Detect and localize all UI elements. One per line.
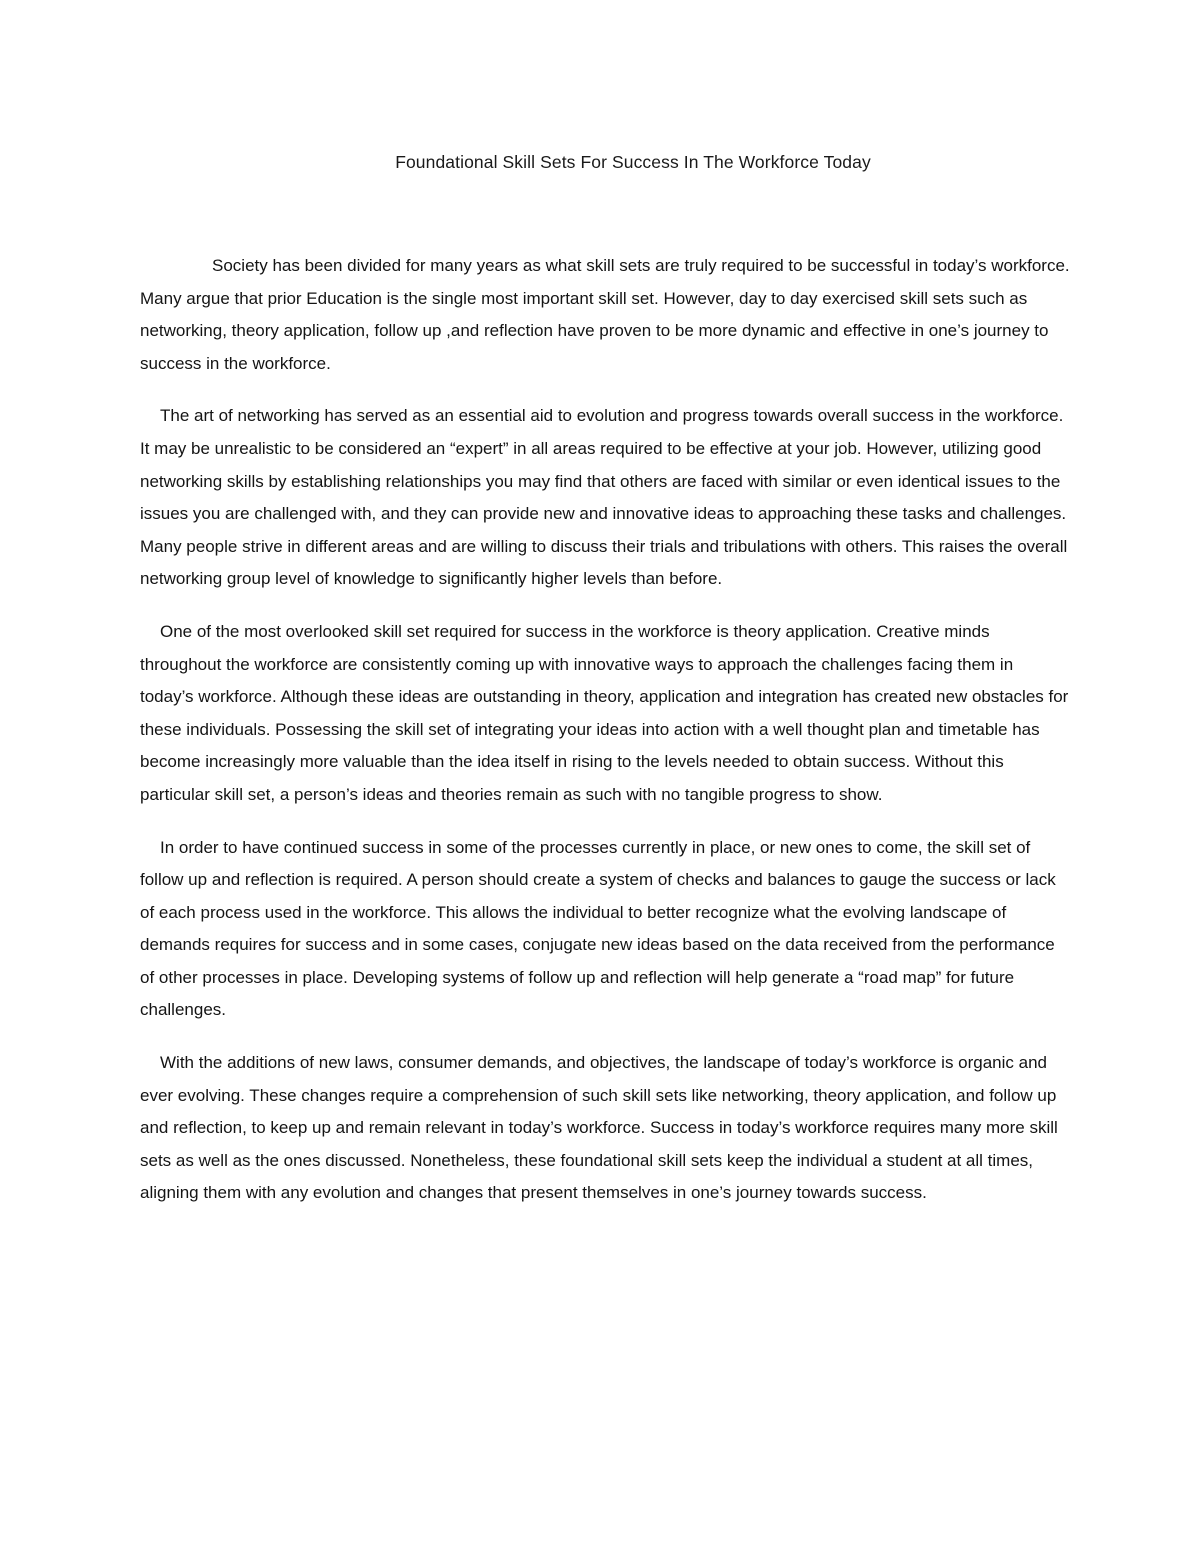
document-title: Foundational Skill Sets For Success In The Workforce Today: [395, 152, 871, 172]
paragraph-introduction: Society has been divided for many years as what skill sets are truly required to be successful in today’s workforce. Many argue that prior Education is the single most important skill set. However, day to day exercised skill sets such as networking, theory application, follow up ,and reflection have proven to be more dynamic and effective in one’s journey to success in the workforce.: [140, 256, 1070, 373]
paragraph-follow-up-reflection: In order to have continued success in some of the processes currently in place, or new ones to come, the skill set of follow up and reflection is required. A person should create a system of checks and balances to gauge the success or lack of each process used in the workforce. This allows the individual to better recognize what the evolving landscape of demands requires for success and in some cases, conjugate new ideas based on the data received from the performance of other processes in place. Developing systems of follow up and reflection will help generate a “road map” for future challenges.: [140, 837, 1056, 1020]
paragraph-theory-application: One of the most overlooked skill set required for success in the workforce is theory application. Creative minds throughout the workforce are consistently coming up with innovative ways to approach the challenges facing them in today’s workforce. Although these ideas are outstanding in theory, application and integration has created new obstacles for these individuals. Possessing the skill set of integrating your ideas into action with a well thought plan and timetable has become increasingly more valuable than the idea itself in rising to the levels needed to obtain success. Without this particular skill set, a person’s ideas and theories remain as such with no tangible progress to show.: [140, 621, 1069, 804]
document-body: [140, 250, 1070, 1230]
paragraph-networking: The art of networking has served as an essential aid to evolution and progress towards overall success in the workforce. It may be unrealistic to be considered an “expert” in all areas required to be effective at your job. However, utilizing good networking skills by establishing relationships you may find that others are faced with similar or even identical issues to the issues you are challenged with, and they can provide new and innovative ideas to approaching these tasks and challenges. Many people strive in different areas and are willing to discuss their trials and tribulations with others. This raises the overall networking group level of knowledge to significantly higher levels than before.: [140, 406, 1068, 589]
paragraph-conclusion: With the additions of new laws, consumer demands, and objectives, the landscape of today’s workforce is organic and ever evolving. These changes require a comprehension of such skill sets like networking, theory application, and follow up and reflection, to keep up and remain relevant in today’s workforce. Success in today’s workforce requires many more skill sets as well as the ones discussed. Nonetheless, these foundational skill sets keep the individual a student at all times, aligning them with any evolution and changes that present themselves in one’s journey towards success.: [140, 1053, 1058, 1203]
